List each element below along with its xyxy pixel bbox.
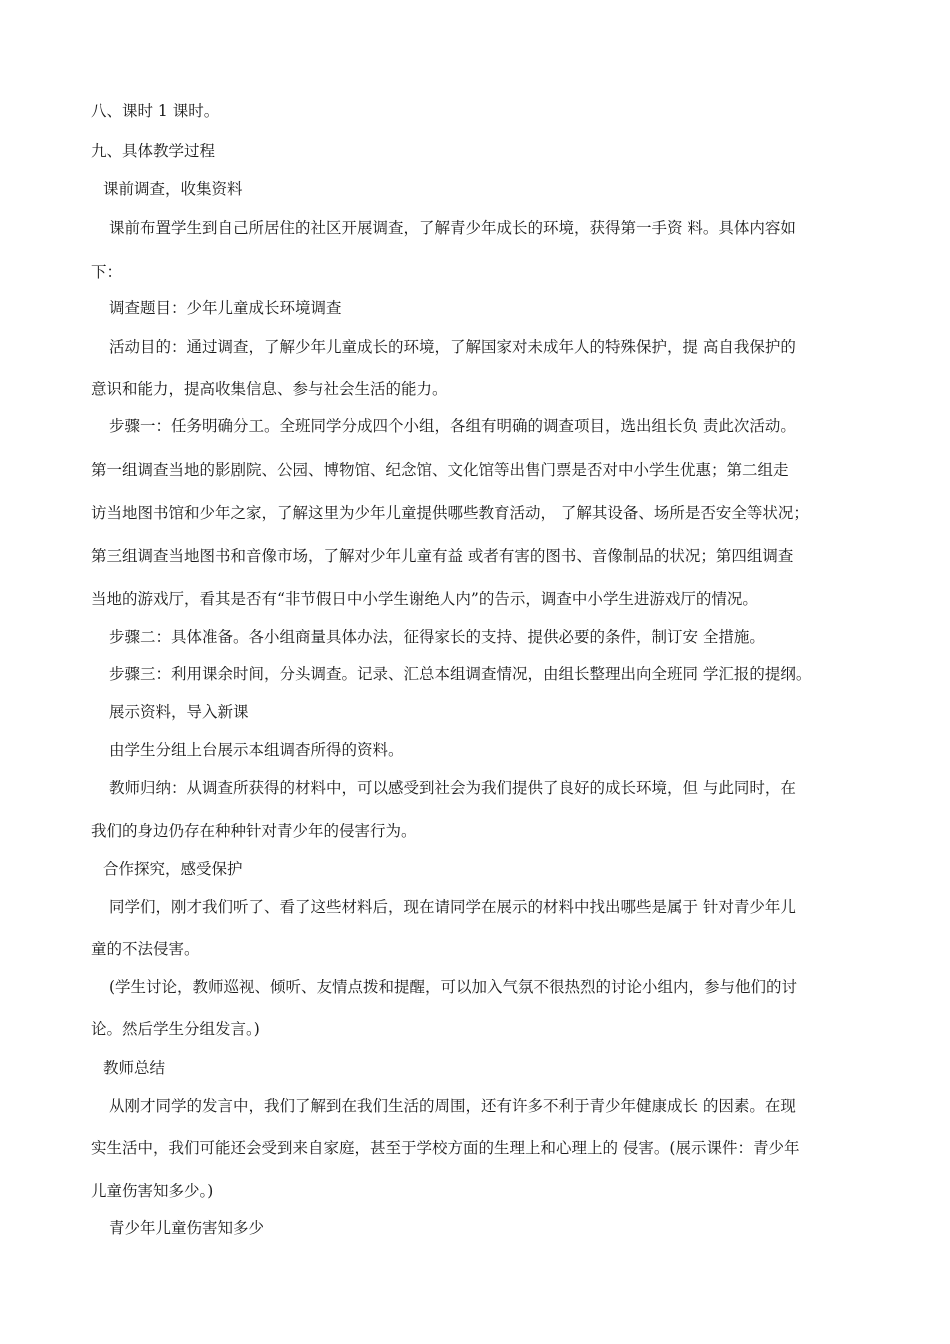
paragraph-line: 童的不法侵害。 xyxy=(91,940,200,958)
paragraph-line: 当地的游戏厅，看其是否有“非节假日中小学生谢绝人内”的告示，调查中小学生进游戏厅的情况。 xyxy=(91,590,758,608)
subheading-cooperative-inquiry: 合作探究，感受保护 xyxy=(103,860,243,878)
paragraph-line: 活动目的：通过调查，了解少年儿童成长的环境，了解国家对未成年人的特殊保护，提 高自我保护的 xyxy=(109,338,796,356)
paragraph-line: 实生活中，我们可能还会受到来自家庭，甚至于学校方面的生理上和心理上的 侵害。(展示课件：青少年 xyxy=(91,1139,800,1157)
paragraph-line: 第一组调查当地的影剧院、公园、博物馆、纪念馆、文化馆等出售门票是否对中小学生优惠；第二组走 xyxy=(91,461,789,479)
paragraph-line: 步骤三：利用课余时间，分头调查。记录、汇总本组调查情况，由组长整理出向全班同 学汇报的提纲。 xyxy=(109,665,812,683)
paragraph-line: 下： xyxy=(91,263,123,281)
paragraph-line: 步骤一：任务明确分工。全班同学分成四个小组，各组有明确的调查项目，选出组长负 责此次活动。 xyxy=(109,417,796,435)
subheading-pre-class-survey: 课前调查，收集资料 xyxy=(103,180,243,198)
paragraph-line: 第三组调查当地图书和音像市场，了解对少年儿童有益 或者有害的图书、音像制品的状况；第四组调查 xyxy=(91,547,794,565)
section-heading-class-hours: 八、课时 1 课时。 xyxy=(91,102,220,120)
subheading-teacher-summary: 教师总结 xyxy=(103,1059,166,1077)
paragraph-line: 同学们，刚才我们听了、看了这些材料后，现在请同学在展示的材料中找出哪些是属于 针对青少年儿 xyxy=(109,898,796,916)
section-heading-teaching-process: 九、具体教学过程 xyxy=(91,142,216,160)
survey-topic: 调查题目：少年儿童成长环境调查 xyxy=(109,299,342,317)
paragraph-line: 教师归纳：从调查所获得的材料中，可以感受到社会为我们提供了良好的成长环境，但 与此同时，在 xyxy=(109,779,796,797)
paragraph-line: 课前布置学生到自己所居住的社区开展调查，了解青少年成长的环境，获得第一手资 料。具体内容如 xyxy=(109,219,796,237)
paragraph-line: 我们的身边仍存在种种针对青少年的侵害行为。 xyxy=(91,822,417,840)
paragraph-line: (学生讨论，教师巡视、倾听、友情点拨和提醒，可以加入气氛不很热烈的讨论小组内，参与他们的讨 xyxy=(109,978,798,996)
paragraph-line: 意识和能力，提高收集信息、参与社会生活的能力。 xyxy=(91,380,448,398)
paragraph-line: 由学生分组上台展示本组调杳所得的资料。 xyxy=(109,741,404,759)
paragraph-line: 儿童伤害知多少。) xyxy=(91,1182,214,1200)
paragraph-line: 论。然后学生分组发言。) xyxy=(91,1020,260,1038)
paragraph-line: 步骤二：具体准备。各小组商量具体办法，征得家长的支持、提供必要的条件，制订安 全措施。 xyxy=(109,628,765,646)
subheading-injury-knowledge: 青少年儿童伤害知多少 xyxy=(109,1219,265,1237)
subheading-show-materials: 展示资料，导入新课 xyxy=(109,703,249,721)
paragraph-line: 从刚才同学的发言中，我们了解到在我们生活的周围，还有许多不利于青少年健康成长 的因素。在现 xyxy=(109,1097,796,1115)
paragraph-line: 访当地图书馆和少年之家，了解这里为少年儿童提供哪些教育活动， 了解其设备、场所是否安全等状况； xyxy=(91,504,809,522)
